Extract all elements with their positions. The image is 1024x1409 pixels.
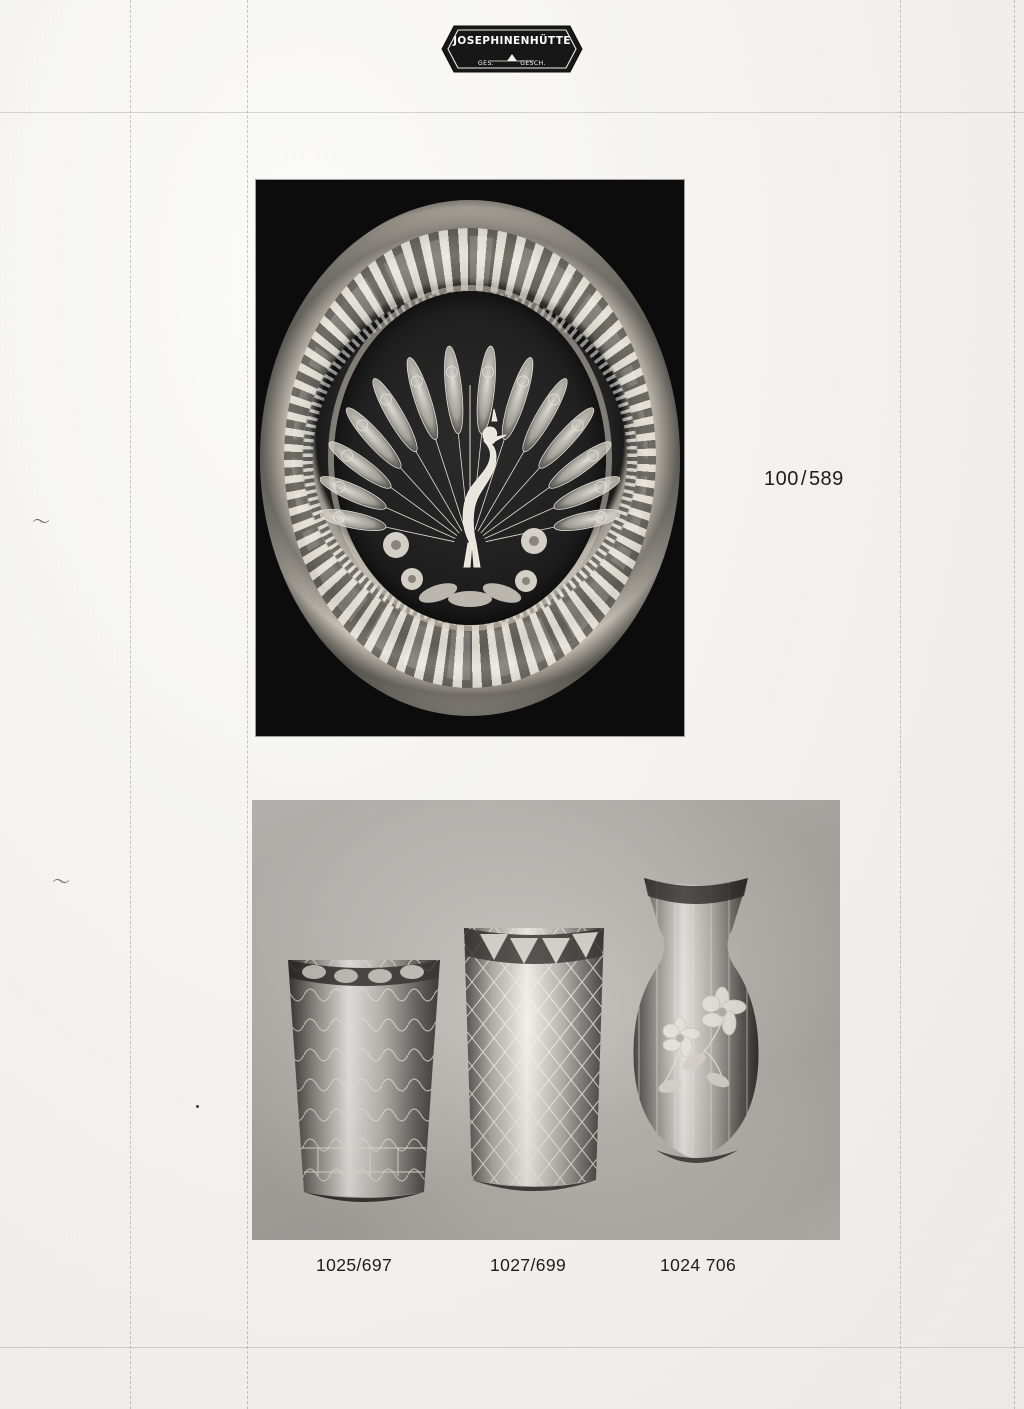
edge-mark-lower: 〜	[52, 872, 70, 892]
catalog-number-separator: /	[800, 468, 807, 490]
catalog-number-vase-2-right: 699	[535, 1255, 567, 1275]
logo-shield-icon	[432, 18, 592, 80]
guide-line-top	[0, 112, 1024, 113]
catalog-number-vase-1	[316, 1255, 392, 1276]
photo-peacock-plate	[256, 180, 684, 736]
brand-logo	[0, 18, 1024, 80]
catalog-number-vase-1-right: 697	[361, 1255, 393, 1275]
catalog-number-vase-2-left: 1027	[490, 1255, 531, 1275]
catalog-number-vase-2	[490, 1255, 566, 1276]
fold-line-right	[900, 0, 902, 1409]
photo-vignette	[252, 800, 840, 1240]
photo-vase-group	[252, 800, 840, 1240]
edge-mark-upper: 〜	[32, 512, 50, 532]
catalog-number-vase-3-right: 706	[705, 1255, 737, 1275]
catalog-number-plate	[764, 468, 844, 491]
fold-line-inner-left	[247, 0, 249, 1409]
guide-line-bottom	[0, 1347, 1024, 1348]
catalog-number-plate-right: 589	[808, 468, 844, 490]
logo-mark-right: GESCH.	[520, 60, 546, 67]
peacock-motif-icon	[320, 293, 620, 623]
catalog-number-vase-2-sep: /	[530, 1255, 536, 1275]
logo-brand-name: JOSEPHINENHÜTTE	[453, 35, 571, 47]
fold-line-left	[130, 0, 132, 1409]
vase-caption-row	[252, 1255, 840, 1281]
catalog-number-vase-3-left: 1024	[660, 1255, 701, 1275]
logo-mark-left: GES.	[478, 60, 495, 67]
catalog-number-plate-left: 100	[764, 468, 799, 490]
catalog-number-vase-1-left: 1025	[316, 1255, 357, 1275]
paper-speck-2	[196, 1105, 199, 1108]
fold-line-edge	[1014, 0, 1016, 1409]
catalog-number-vase-1-sep: /	[356, 1255, 362, 1275]
catalog-number-vase-3	[660, 1255, 736, 1276]
